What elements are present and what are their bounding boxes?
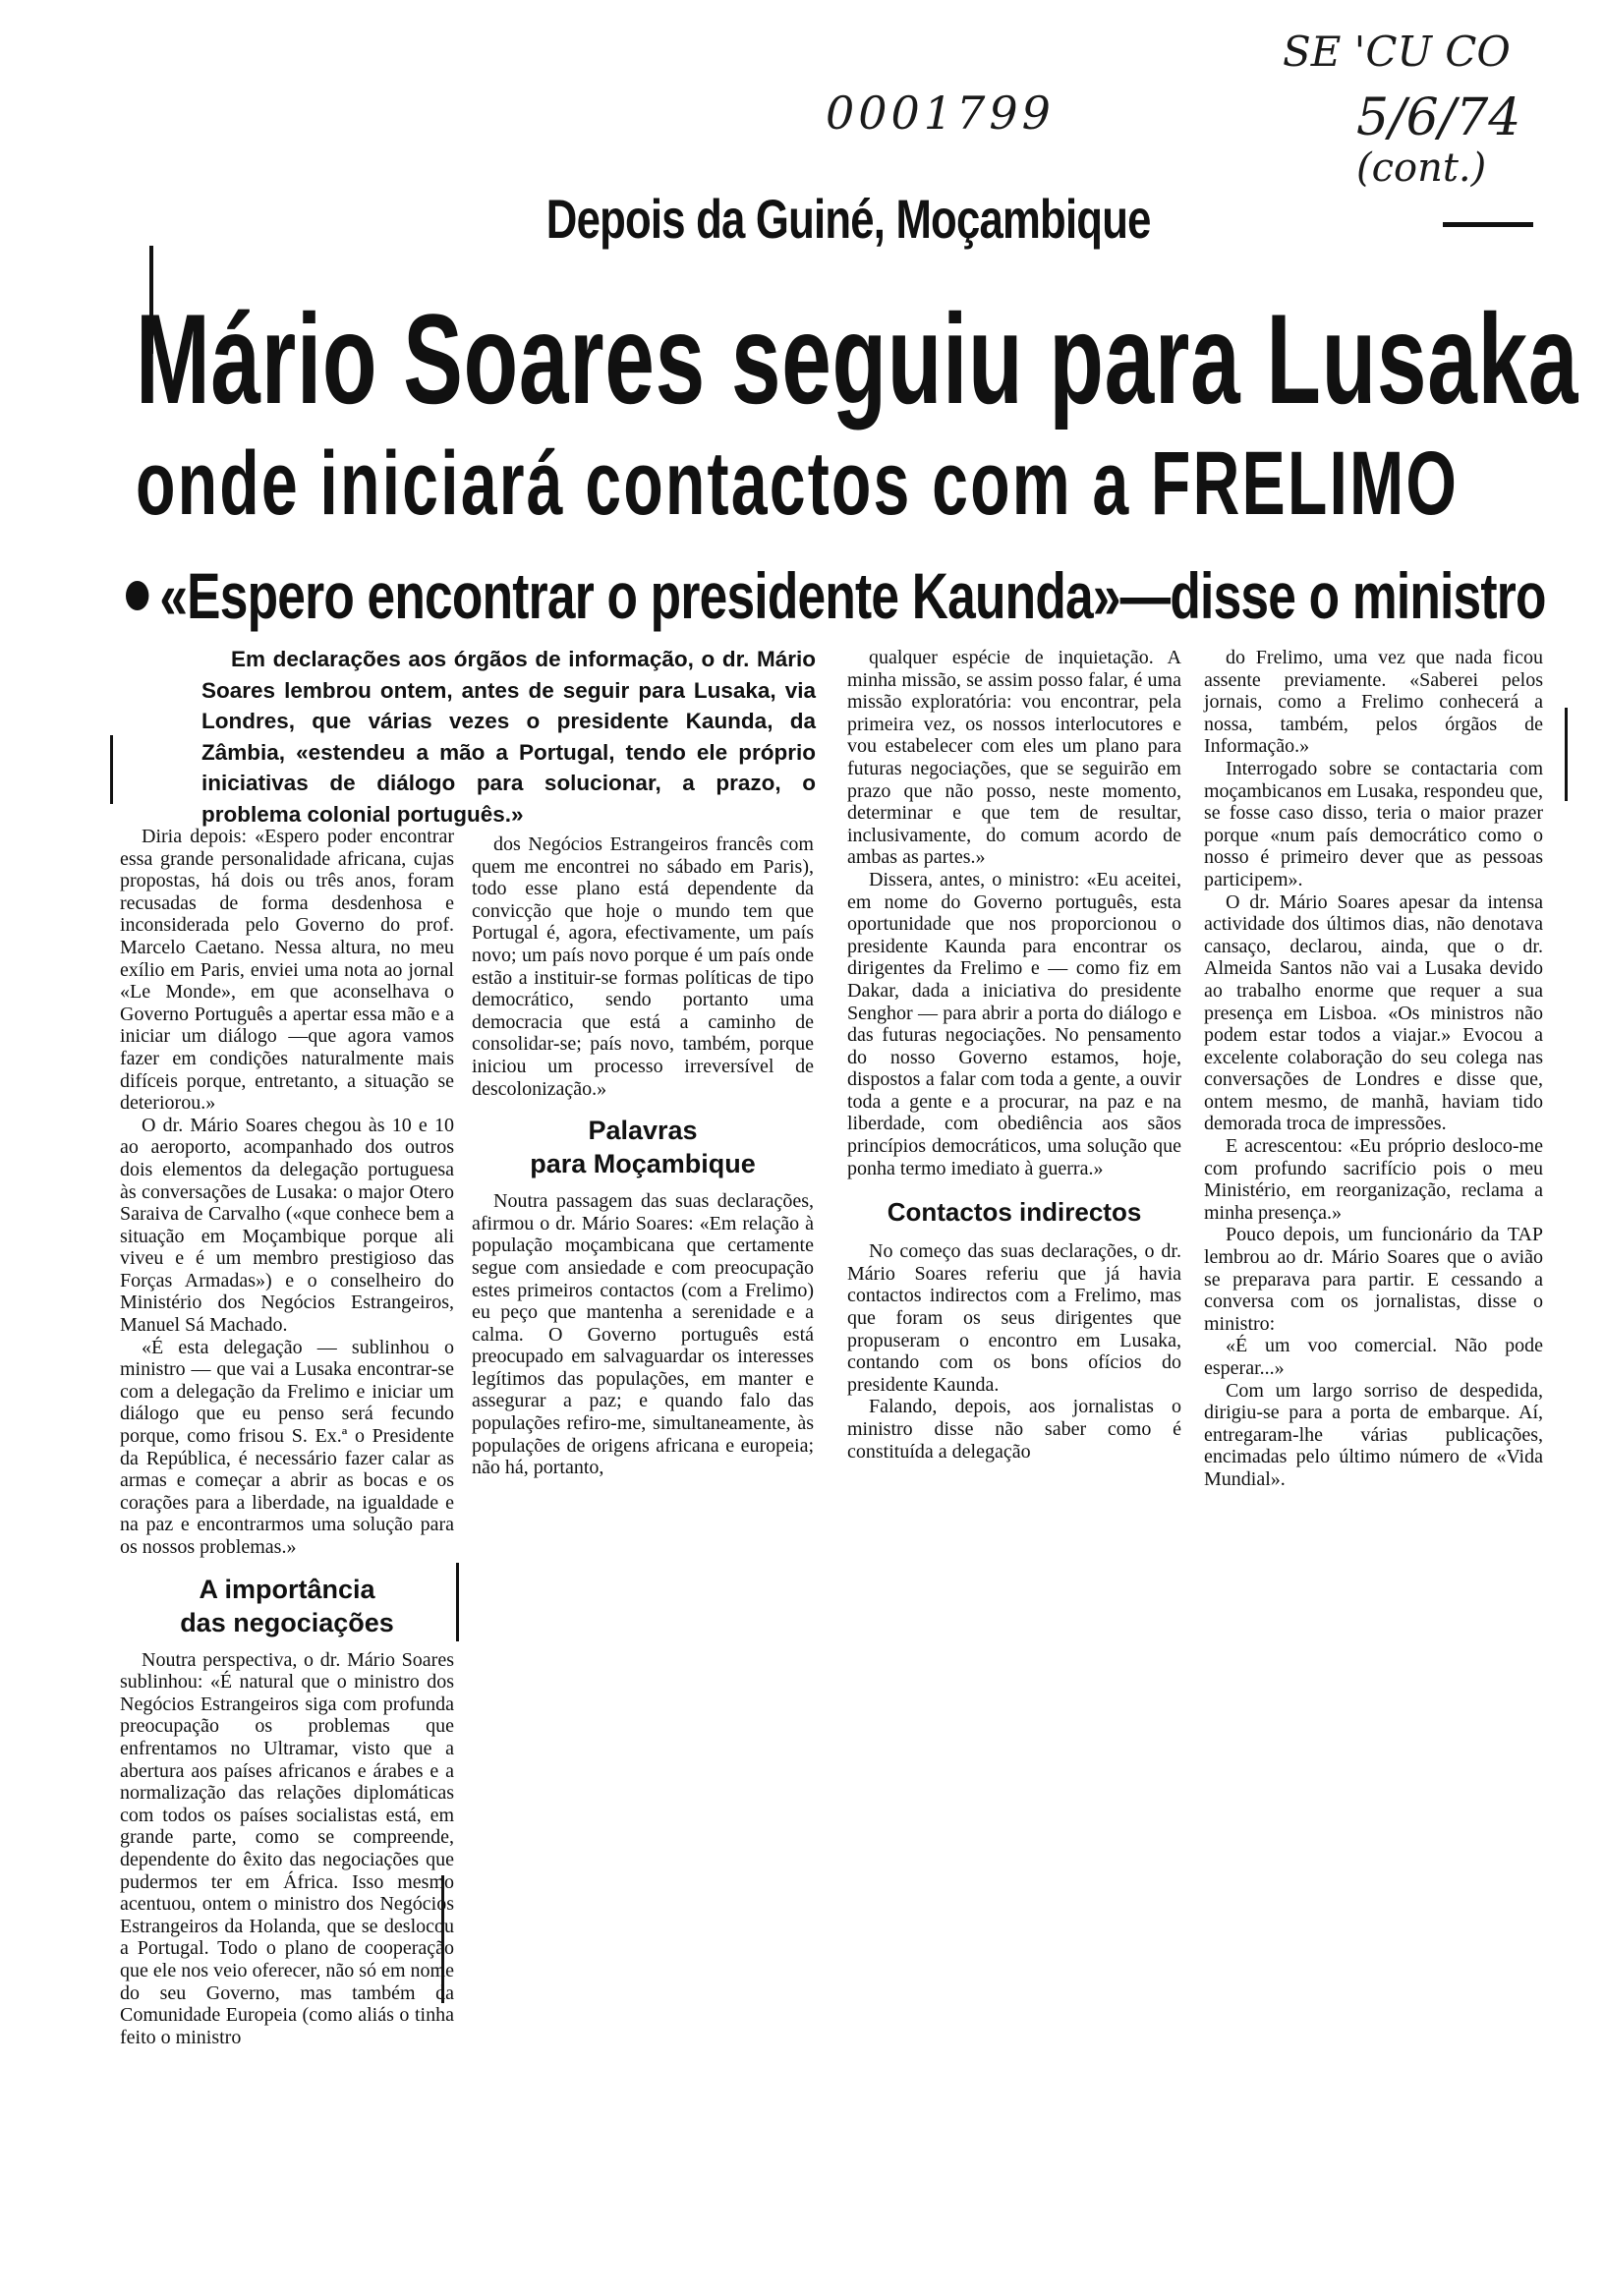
col4-paragraph: do Frelimo, uma vez que nada ficou assente previamente. «Saberei pelos jornais, como a Frelimo conhecerá a nossa, também, pelos órgãos de Informação.» (1204, 647, 1543, 758)
right-dash-mark (1443, 222, 1533, 227)
col1-paragraph: O dr. Mário Soares chegou às 10 e 10 ao aeroporto, acompanhado dos outros dois elementos da delegação portuguesa às conversações de Lusaka: o major Otero Saraiva de Carvalho («que conhece bem a situação em Moçambique porque ali viveu e é um membro prestigioso das Forças Armadas») e o conselheiro do Ministério dos Negócios Estrangeiros, Manuel Sá Machado. (120, 1114, 454, 1337)
col4-paragraph: E acrescentou: «Eu próprio desloco-me com profundo sacrifício pois o meu Ministério, em reorganização, reclama a minha presença.» (1204, 1135, 1543, 1224)
main-headline-line1: Mário Soares seguiu para Lusaka (136, 287, 1579, 430)
section-heading-line: para Moçambique (530, 1149, 756, 1179)
section-heading-palavras (472, 1114, 814, 1180)
col3-paragraph: Dissera, antes, o ministro: «Eu aceitei, em nome do Governo português, esta oportunidade que nos proporcionou o presidente Kaunda para encontrar os dirigentes da Frelimo e — como fiz em Dakar, dada a iniciativa do presidente Senghor — para abrir a porta do diálogo e das futuras negociações. No pensamento do nosso Governo estamos, hoje, dispostos a falar com toda a gente, a ouvir toda a gente e a procurar, na paz e na liberdade, com obediência aos sãos princípios democráticos, uma solução que ponha termo imediato à guerra.» (847, 868, 1181, 1179)
kicker-headline: Depois da Guiné, Moçambique (545, 188, 1151, 250)
handwritten-note-cont: (cont.) (1356, 145, 1487, 191)
col4-paragraph: Pouco depois, um funcionário da TAP lembrou ao dr. Mário Soares que o avião se preparava para partir. E cessando a conversa com os jornalistas, disse o ministro: (1204, 1224, 1543, 1335)
handwritten-note-date: 5/6/74 (1356, 88, 1521, 147)
section-heading-importancia (120, 1573, 454, 1639)
section-heading-line: A importância (199, 1574, 375, 1604)
col3-paragraph: No começo das suas declarações, o dr. Mário Soares referiu que já havia contactos indirectos com a Frelimo, mas que foram os seus dirigentes que propuseram o encontro em Lusaka, contando com os bons ofícios do presidente Kaunda. (847, 1240, 1181, 1396)
col3-paragraph: Falando, depois, aos jornalistas o ministro disse não saber como é constituída a delegação (847, 1396, 1181, 1463)
col2-paragraph: Noutra passagem das suas declarações, afirmou o dr. Mário Soares: «Em relação à população moçambicana que certamente segue com ansiedade e com preocupação estes primeiros contactos (com a Frelimo) eu peço que mantenha a serenidade e a calma. O Governo português está preocupado em salvaguardar os interesses legítimos das populações, em manter e assegurar a paz; e quando falo das populações refiro-me, simultaneamente, às populações de origens africana e europeia; não há, portanto, (472, 1190, 814, 1479)
main-headline-line2: onde iniciará contactos com a FRELIMO (136, 433, 1460, 534)
bracket-mark-lead (110, 735, 113, 804)
col3-paragraph: qualquer espécie de inquietação. A minha missão, se assim posso falar, é uma missão exploratória: vou encontrar, pela primeira vez, os nossos interlocutores e vou estabelecer com eles um plano para futuras negociações, que se seguirão em prazo que não posso, neste momento, determinar e que tem de resultar, inclusivamente, do comum acordo de ambas as partes.» (847, 647, 1181, 869)
bracket-mark-right (1565, 708, 1568, 801)
col4-paragraph: Interrogado sobre se contactaria com moçambicanos em Lusaka, respondeu que, se fosse caso disso, teria o maior prazer porque «num país democrático como o nosso é primeiro dever que as pessoas participem». (1204, 757, 1543, 890)
col2-paragraph: dos Negócios Estrangeiros francês com quem me encontrei no sábado em Paris), todo esse plano está dependente da convicção que hoje o mundo tem que Portugal é, agora, efectivamente, um país novo; um país novo porque é um país onde estão a instituir-se formas políticas de tipo democrático, sendo portanto uma democracia que está a caminho de consolidar-se; país novo, também, porque iniciou um processo irreversível de descolonização.» (472, 833, 814, 1100)
section-heading-contactos: Contactos indirectos (887, 1197, 1142, 1228)
column-4 (1204, 647, 1543, 1491)
subheadline (126, 558, 1546, 633)
col1-paragraph: Noutra perspectiva, o dr. Mário Soares sublinhou: «É natural que o ministro dos Negócios Estrangeiros siga com profunda preocupação os problemas que enfrentamos no Ultramar, visto que a abertura aos países africanos e árabes e a normalização das relações diplomáticas com todos os países socialistas está, em grande parte, como se compreende, dependente do êxito das negociações que pudermos ter em África. Isso mesmo acentuou, ontem o ministro dos Negócios Estrangeiros da Holanda, que se deslocou a Portugal. Todo o plano de cooperação que ele nos veio oferecer, não só em nome do seu Governo, mas também da Comunidade Europeia (como aliás o tinha feito o ministro (120, 1648, 454, 2048)
column-2 (472, 833, 814, 1479)
subheadline-text: «Espero encontrar o presidente Kaunda»—disse o ministro (159, 559, 1546, 632)
col4-paragraph: «É um voo comercial. Não pode esperar...» (1204, 1335, 1543, 1379)
col1-paragraph: Diria depois: «Espero poder encontrar essa grande personalidade africana, cujas propostas, há dois ou três anos, foram recusadas de forma desdenhosa e inconsiderada pelo Governo do prof. Marcelo Caetano. Nessa altura, no meu exílio em Paris, enviei uma nota ao jornal «Le Monde», em que aconselhava o Governo Português a apertar essa mão e a iniciar um diálogo —que agora vamos fazer em condições naturalmente mais difíceis porque, entretanto, a situação se deteriorou.» (120, 826, 454, 1115)
column-1 (120, 826, 454, 2048)
section-heading-line: das negociações (180, 1607, 394, 1637)
handwritten-note-source: SE 'CU CO (1283, 28, 1511, 76)
bracket-mark-col1 (456, 1563, 459, 1641)
col4-paragraph: O dr. Mário Soares apesar da intensa actividade dos últimos dias, não denotava cansaço, declarou, ainda, que o dr. Almeida Santos não vai a Lusaka devido ao trabalho enorme que requer a sua presença em Lisboa. «Os ministros não podem estar todos a viajar.» Evocou a excelente colaboração do seu colega nas conversações de Londres e disse que, ontem mesmo, de manhã, haviam tido demorada troca de impressões. (1204, 890, 1543, 1135)
section-heading-line: Palavras (588, 1116, 698, 1146)
col4-paragraph: Com um largo sorriso de despedida, dirigiu-se para a porta de embarque. Aí, entregaram-lhe várias publicações, encimadas pelo último número de «Vida Mundial». (1204, 1379, 1543, 1490)
lead-paragraph: Em declarações aos órgãos de informação, o dr. Mário Soares lembrou ontem, antes de seguir para Lusaka, via Londres, que várias vezes o presidente Kaunda, da Zâmbia, «estendeu a mão a Portugal, tendo ele próprio iniciativas de diálogo para solucionar, a prazo, o problema colonial português.» (201, 647, 816, 827)
bullet-icon (126, 581, 148, 610)
col1-paragraph: «É esta delegação — sublinhou o ministro — que vai a Lusaka encontrar-se com a delegação da Frelimo e iniciar um diálogo que eu penso será fecundo porque, como frisou S. Ex.ª o Presidente da República, é necessário fazer calar as armas e começar a abrir as bocas e os corações para a liberdade, na igualdade e na paz e encontrarmos uma solução para os nossos problemas.» (120, 1336, 454, 1558)
column-3 (847, 647, 1181, 1463)
handwritten-archive-number: 0001799 (826, 86, 1055, 140)
